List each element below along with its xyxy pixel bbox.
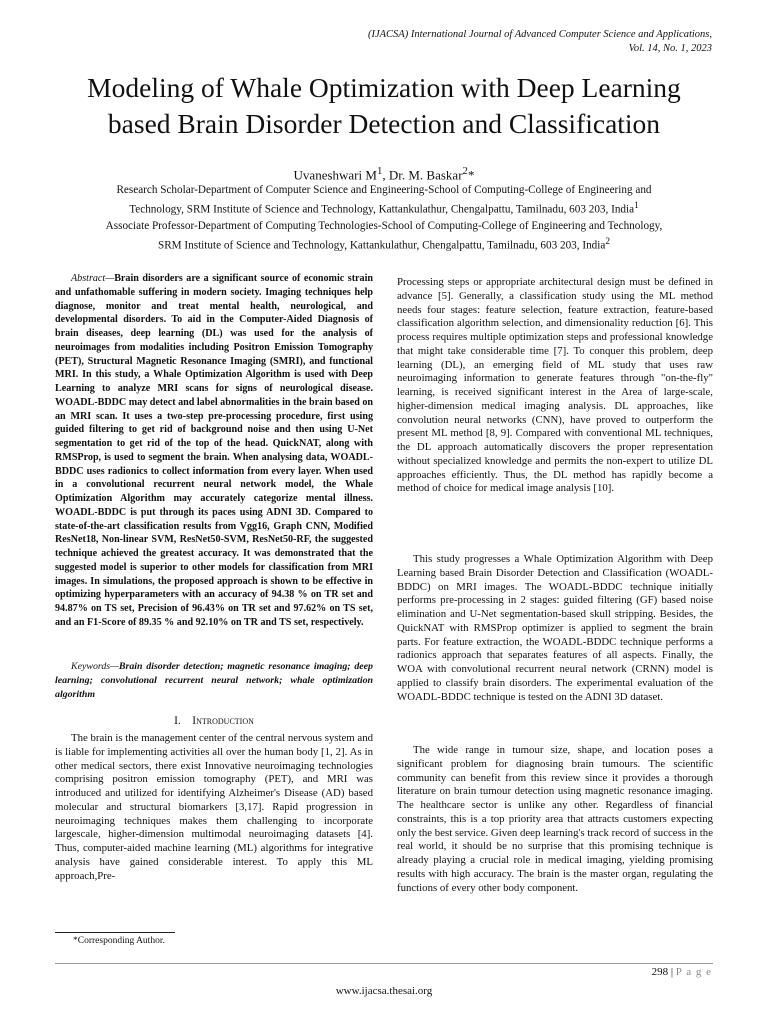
affiliation-1-mark: 1 bbox=[634, 201, 639, 211]
section-title: Introduction bbox=[192, 715, 254, 727]
page-number-sep: | bbox=[668, 966, 676, 978]
author-1-affil-mark: 1 bbox=[376, 165, 383, 177]
section-number: I. bbox=[174, 715, 181, 727]
intro-left-column bbox=[55, 732, 373, 883]
footer-divider bbox=[55, 963, 713, 964]
journal-header bbox=[368, 28, 712, 55]
abstract-text: Brain disorders are a significant source of economic strain and unfathomable suffering in modern society. Imaging techniques help diagnose, monitor and treat mental health, neurological, and developmental disorders. To aid in the Computer-Aided Diagnosis of brain diseases, deep learning (DL) was used for the analysis of neuroimages from modalities including Positron Emission Tomography (PET), Structural Magnetic Resonance Imaging (SMRI), and functional MRI. In this study, a Whale Optimization Algorithm is used with Deep Learning to analyze MRI scans for signs of neurological disease. WOADL-BDDC may detect and label abnormalities in the brain based on an MRI scan. It uses a two-step pre-processing procedure, first using guided filtering to get rid of background noise and then using U-Net segmentation to get rid of the top of the head. QuickNAT, along with RMSProp, is used to segment the brain. When analysing data, WOADL-BDDC uses radionics to collect information from every layer. When used in a convolutional recurrent neural network model, the Whale Optimization Algorithm may accurately categorize mental illness. WOADL-BDDC is put through its paces using ADNI 3D. Compared to state-of-the-art classification results from Vgg16, Graph CNN, Modified ResNet18, Non-linear SVM, ResNet50-SVM, ResNet50-RF, the suggested technique achieved the greatest accuracy. It was demonstrated that the suggested model is superior to other models for classification from MRI images. In simulations, the proposed approach is shown to be effective in optimizing hyperparameters with an accuracy of 94.38 % on TR set and 94.87% on TS set, Precision of 96.43% on TR set and 97.62% on TS set, and an F1-Score of 89.35 % and 92.10% on TR and TS set, respectively. bbox=[55, 273, 373, 628]
keywords-lead: Keywords— bbox=[71, 661, 119, 672]
author-list bbox=[40, 163, 728, 183]
right-column-paragraph-3 bbox=[397, 744, 713, 895]
right-paragraph-3: The wide range in tumour size, shape, and location poses a significant problem for diagnosing brain tumours. The scientific community can benefit from this review since it provides a thorough literature on brain tumour detection using magnetic resonance imaging. The healthcare sector is unlike any other. Regardless of financial constraints, this is a top priority area that attracts customers expecting only the best service. Given deep learning's track record of success in the real world, it should be no surprise that this promising technique is already playing a crucial role in medical imaging, yielding promising results with high accuracy. The brain is the master organ, regulating the functions of every other body component. bbox=[397, 744, 713, 894]
page-number bbox=[652, 966, 712, 978]
journal-website: www.ijacsa.thesai.org bbox=[335, 985, 433, 997]
affiliation-2-mark: 2 bbox=[605, 236, 611, 247]
right-column-paragraph-2 bbox=[397, 553, 713, 704]
page-label: P a g e bbox=[675, 966, 712, 978]
right-column-paragraph-1 bbox=[397, 276, 713, 496]
keywords bbox=[55, 660, 373, 701]
paper-title bbox=[40, 70, 728, 142]
corresponding-mark: * bbox=[467, 167, 475, 183]
affiliations bbox=[44, 182, 724, 253]
right-paragraph-2: This study progresses a Whale Optimization Algorithm with Deep Learning based Brain Disorder Detection and Classification (WOADL-BDDC) on MRI images. The WOADL-BDDC technique initially performs pre-processing in 2 stages: guided filtering (GF) based noise elimination and U-Net segmentation-based skull stripping. Besides, the QuickNAT with RMSProp optimizer is applied to segment the brain parts. For feature extraction, the WOADL-BDDC technique performs a radionics approach that separates features of all aspects. Finally, the WOA with convolutional recurrent neural network (CRNN) model is applied to classify brain disorders. The experimental evaluation of the WOADL-BDDC technique is tested on the ADNI 3D dataset. bbox=[397, 553, 713, 703]
affiliation-1-line1: Research Scholar-Department of Computer Science and Engineering-School of Computing-College of Engineering and bbox=[116, 184, 652, 196]
affiliation-1-line2-text: Technology, SRM Institute of Science and Technology, Kattankulathur, Chengalpattu, Tamilnadu, 603 203, India bbox=[129, 203, 635, 216]
keywords-text: Brain disorder detection; magnetic resonance imaging; deep learning; convolutional recurrent neural network; whale optimization algorithm bbox=[55, 661, 373, 700]
affiliation-1-line2 bbox=[44, 198, 724, 218]
affiliation-2-line2 bbox=[44, 234, 724, 254]
journal-header-line2: Vol. 14, No. 1, 2023 bbox=[628, 42, 712, 54]
author-2: Dr. M. Baskar bbox=[388, 167, 463, 183]
author-separator: , bbox=[382, 167, 389, 183]
paper-title-line1: Modeling of Whale Optimization with Deep Learning bbox=[87, 72, 681, 103]
author-2-affil-mark: 2 bbox=[462, 165, 468, 177]
journal-header-line1: (IJACSA) International Journal of Advanced Computer Science and Applications, bbox=[367, 29, 712, 40]
author-1: Uvaneshwari M bbox=[293, 167, 377, 183]
affiliation-2-line2-text: SRM Institute of Science and Technology, Kattankulathur, Chengalpattu, Tamilnadu, 603 203, India bbox=[157, 239, 606, 252]
right-paragraph-1: Processing steps or appropriate architectural design must be defined in advance [5]. Generally, a classification study using the ML method needs four stages: feature selection, feature extraction, feature-based classification algorithm selection, and dimensionality reduction [6]. This process requires multiple optimization steps and professional knowledge that might take considerable time [7]. To conquer this problem, deep learning (DL), an emerging field of ML study that uses raw neuroimaging information to generate features through "on-the-fly" learning, is received significant interest in the Area of large-scale, higher-dimension medical imaging analysis. DL approaches, like convolution neural networks (CNN), have proved to outperform the present ML method [8, 9]. Compared with conventional ML techniques, the DL approach automatically discovers the proper representation without specialized knowledge and permits the non-expert to utilize DL approaches efficiently. Thus, the DL method has rapidly become a method of choice for medical image analysis [10]. bbox=[397, 276, 713, 495]
paper-title-line2: based Brain Disorder Detection and Classification bbox=[107, 108, 661, 139]
abstract-lead: Abstract— bbox=[71, 273, 115, 284]
footnote: *Corresponding Author. bbox=[73, 936, 165, 946]
page-number-value: 298 bbox=[651, 966, 669, 978]
footnote-divider bbox=[55, 932, 175, 933]
intro-paragraph-1: The brain is the management center of the central nervous system and is liable for implementing activities all over the human body [1, 2]. As in other medical sectors, there exist Innovative neuroimaging technologies comprising positron emission tomography (PET), and MRI was introduced and utilized for identifying Alzheimer's Disease (AD) based molecular and structural biomarkers [3,17]. Rapid progression in neuroimaging techniques makes them challenging to incorporate largescale, higher-dimension multimodal neuroimaging datasets [4]. Thus, computer-aided machine learning (ML) algorithms for integrative analysis have gained considerable interest. To apply this ML approach,Pre- bbox=[55, 732, 373, 882]
abstract bbox=[55, 272, 373, 630]
section-heading bbox=[55, 715, 373, 727]
affiliation-2-line1: Associate Professor-Department of Computing Technologies-School of Computing-College of Engineering and Technology, bbox=[105, 219, 663, 232]
